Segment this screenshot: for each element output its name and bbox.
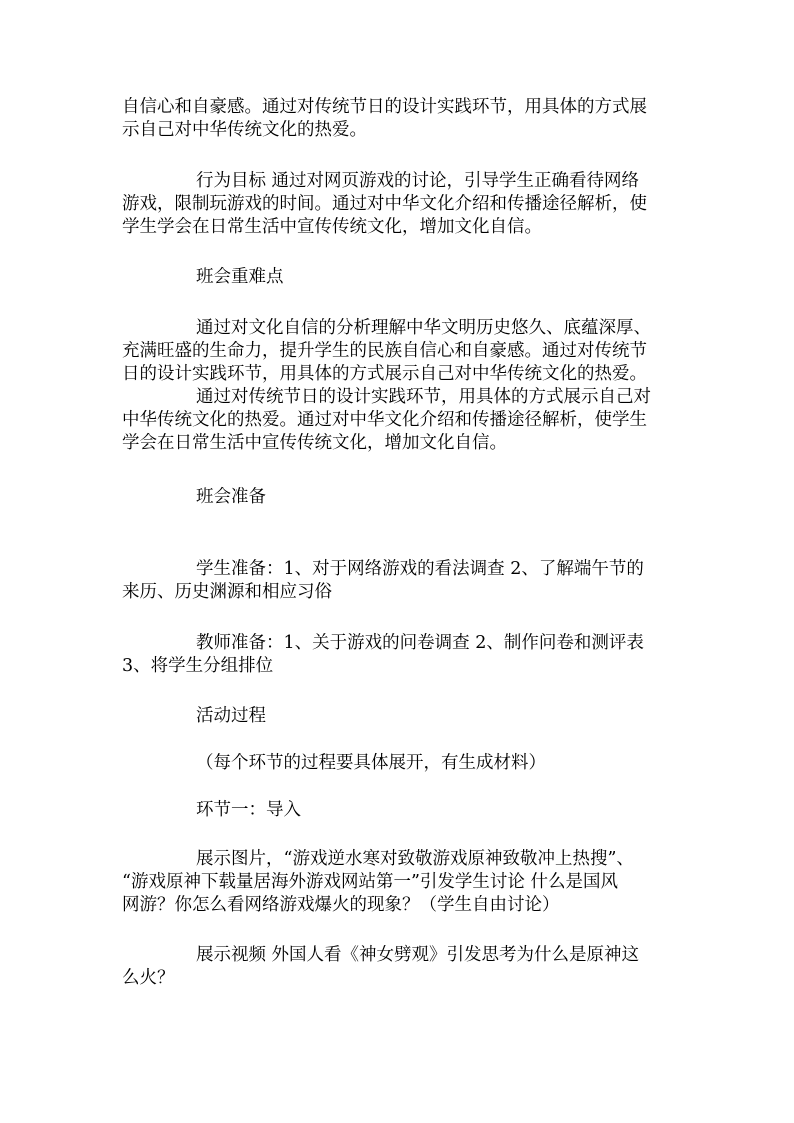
text-line: 示自己对中华传统文化的热爱。 — [122, 120, 367, 140]
paragraph-teacher-preparation — [122, 632, 682, 678]
text-line: 学生准备：1、对于网络游戏的看法调查 2、了解端午节的 — [196, 559, 644, 579]
paragraph-process-note — [122, 752, 682, 775]
text-line: 游戏，限制玩游戏的时间。通过对中华文化介绍和传播途径解析，使 — [122, 194, 647, 214]
text-line: 展示视频 外国人看《神女劈观》引发思考为什么是原神这 — [196, 945, 640, 965]
text-line: 学会在日常生活中宣传传统文化，增加文化自信。 — [122, 433, 507, 453]
text-line: “游戏原神下载量居海外游戏网站第一”引发学生讨论 什么是国风 — [122, 872, 618, 892]
text-line: 班会重难点 — [196, 267, 284, 287]
text-line: 环节一：导入 — [196, 800, 301, 820]
paragraph-show-video — [122, 944, 682, 990]
text-line: 充满旺盛的生命力，提升学生的民族自信心和自豪感。通过对传统节 — [122, 341, 647, 361]
text-line: 学生学会在日常生活中宣传传统文化，增加文化自信。 — [122, 217, 542, 237]
paragraph-student-preparation — [122, 558, 682, 604]
text-line: 通过对文化自信的分析理解中华文明历史悠久、底蕴深厚、 — [196, 318, 651, 338]
paragraph-key-points-2 — [122, 386, 682, 455]
text-line: 自信心和自豪感。通过对传统节日的设计实践环节，用具体的方式展 — [122, 97, 647, 117]
heading-activity-process — [122, 705, 682, 728]
text-line: 日的设计实践环节，用具体的方式展示自己对中华传统文化的热爱。 — [122, 364, 647, 384]
paragraph-show-pictures — [122, 848, 682, 917]
text-line: 3、将学生分组排位 — [122, 656, 274, 676]
text-line: 活动过程 — [196, 706, 266, 726]
paragraph-behavior-goal — [122, 170, 682, 239]
heading-preparation — [122, 486, 682, 509]
paragraph-key-points-1 — [122, 317, 682, 386]
text-line: 么火？ — [122, 968, 175, 988]
text-line: 教师准备：1、关于游戏的问卷调查 2、制作问卷和测评表 — [196, 633, 644, 653]
text-line: 展示图片，“游戏逆水寒对致敬游戏原神致敬冲上热搜”、 — [196, 849, 634, 869]
heading-section-one — [122, 799, 682, 822]
text-line: 通过对传统节日的设计实践环节，用具体的方式展示自己对 — [196, 387, 651, 407]
text-line: （每个环节的过程要具体展开，有生成材料） — [196, 753, 546, 773]
heading-key-points — [122, 266, 682, 289]
paragraph-intro-continuation — [122, 96, 682, 142]
text-line: 班会准备 — [196, 487, 266, 507]
text-line: 网游？你怎么看网络游戏爆火的现象？（学生自由讨论） — [122, 895, 560, 915]
text-line: 中华传统文化的热爱。通过对中华文化介绍和传播途径解析，使学生 — [122, 410, 647, 430]
text-line: 来历、历史渊源和相应习俗 — [122, 582, 332, 602]
text-line: 行为目标 通过对网页游戏的讨论，引导学生正确看待网络 — [196, 171, 640, 191]
